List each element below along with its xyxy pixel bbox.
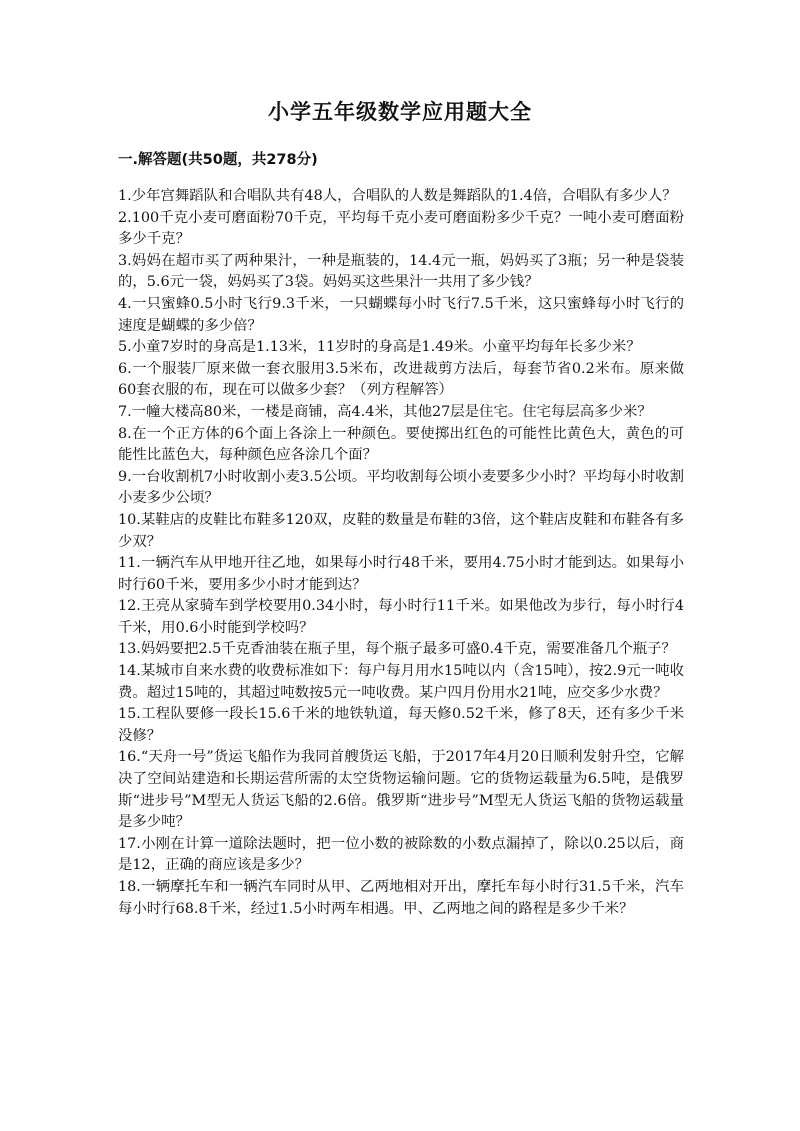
question-item: 4.一只蜜蜂0.5小时飞行9.3千米，一只蝴蝶每小时飞行7.5千米，这只蜜蜂每小时飞行的速度是蝴蝶的多少倍？ xyxy=(118,295,684,334)
question-list xyxy=(118,186,684,920)
question-item: 17.小刚在计算一道除法题时，把一位小数的被除数的小数点漏掉了，除以0.25以后，商是12，正确的商应该是多少？ xyxy=(118,835,684,874)
question-item: 16.“天舟一号”货运飞船作为我同首艘货运飞船，于2017年4月20日顺利发射升空，它解决了空间站建造和长期运营所需的太空货物运输问题。它的货物运载量为6.5吨，是俄罗斯“进步号”M型无人货运飞船的2.6倍。俄罗斯“进步号”M型无人货运飞船的货物运载量是多少吨？ xyxy=(118,749,684,831)
question-item: 12.王亮从家骑车到学校要用0.34小时，每小时行11千米。如果他改为步行，每小时行4千米，用0.6小时能到学校吗？ xyxy=(118,598,684,636)
question-item: 5.小童7岁时的身高是1.13米，11岁时的身高是1.49米。小童平均每年长多少米？ xyxy=(118,339,641,356)
question-item: 14.某城市自来水费的收费标准如下：每户每月用水15吨以内（含15吨），按2.9元一吨收费。超过15吨的，其超过吨数按5元一吨收费。某户四月份用水21吨，应交多少水费？ xyxy=(118,663,684,701)
page-title: 小学五年级数学应用题大全 xyxy=(268,100,532,124)
question-item: 8.在一个正方体的6个面上各涂上一种颜色。要使掷出红色的可能性比黄色大，黄色的可能性比蓝色大，每种颜色应各涂几个面？ xyxy=(118,425,684,464)
question-item: 10.某鞋店的皮鞋比布鞋多120双，皮鞋的数量是布鞋的3倍，这个鞋店皮鞋和布鞋各有多少双？ xyxy=(118,511,684,550)
question-item: 3.妈妈在超市买了两种果汁，一种是瓶装的，14.4元一瓶，妈妈买了3瓶；另一种是袋装的，5.6元一袋，妈妈买了3袋。妈妈买这些果汁一共用了多少钱？ xyxy=(118,252,684,291)
question-item: 2.100千克小麦可磨面粉70千克，平均每千克小麦可磨面粉多少千克？一吨小麦可磨面粉多少千克？ xyxy=(118,209,684,248)
question-item: 18.一辆摩托车和一辆汽车同时从甲、乙两地相对开出，摩托车每小时行31.5千米，汽车每小时行68.8千米，经过1.5小时两车相遇。甲、乙两地之间的路程是多少千米？ xyxy=(118,879,684,917)
question-item: 15.工程队要修一段长15.6千米的地铁轨道，每天修0.52千米，修了8天，还有多少千米没修？ xyxy=(118,706,684,744)
question-item: 11.一辆汽车从甲地开往乙地，如果每小时行48千米，要用4.75小时才能到达。如果每小时行60千米，要用多少小时才能到达？ xyxy=(118,555,684,593)
question-item: 1.少年宫舞蹈队和合唱队共有48人，合唱队的人数是舞蹈队的1.4倍，合唱队有多少人？ xyxy=(118,188,677,204)
question-item: 9.一台收割机7小时收割小麦3.5公顷。平均收割每公顷小麦要多少小时？平均每小时收割小麦多少公顷？ xyxy=(118,468,684,507)
section-heading: 一.解答题(共50题，共278分) xyxy=(118,152,318,168)
question-item: 13.妈妈要把2.5千克香油装在瓶子里，每个瓶子最多可盛0.4千克，需要准备几个瓶子？ xyxy=(118,641,676,658)
question-item: 6.一个服装厂原来做一套衣服用3.5米布，改进裁剪方法后，每套节省0.2米布。原来做60套衣服的布，现在可以做多少套？（列方程解答） xyxy=(118,360,684,399)
question-item: 7.一幢大楼高80米，一楼是商铺，高4.4米，其他27层是住宅。住宅每层高多少米？ xyxy=(118,403,652,420)
